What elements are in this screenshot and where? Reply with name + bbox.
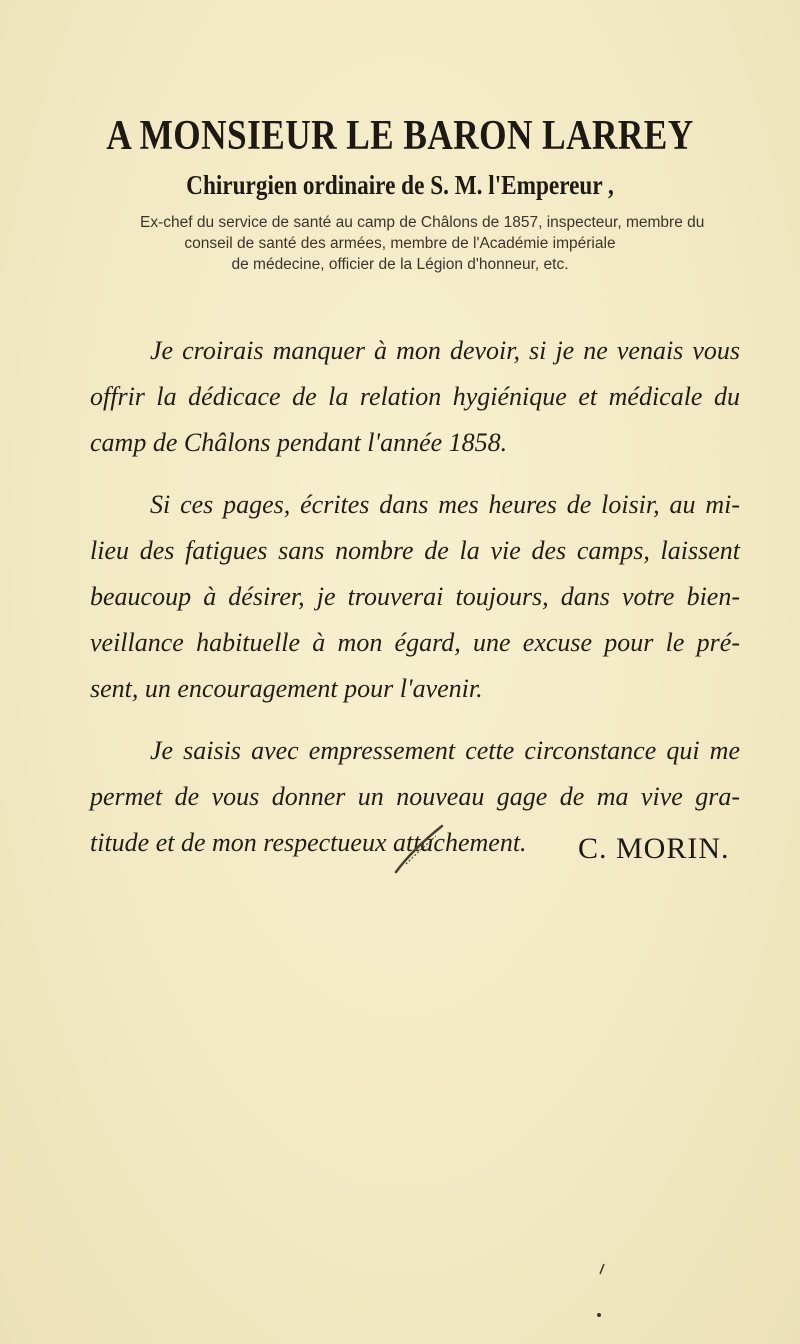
dedication-title: A MONSIEUR LE BARON LARREY	[106, 113, 694, 159]
credentials-line: de médecine, officier de la Légion d'honneur, etc.	[231, 256, 569, 273]
letter-line: lieu des fatigues sans nombre de la vie des camps, laissent	[90, 536, 740, 565]
letter-line: beaucoup à désirer, je trouverai toujours, dans votre bien-	[90, 582, 740, 611]
letter-line: camp de Châlons pendant l'année 1858.	[90, 428, 508, 457]
signature: C. MORIN.	[578, 832, 730, 865]
letter-paragraph-2	[90, 482, 740, 712]
credentials-block	[140, 212, 705, 275]
letter-line: Je croirais manquer à mon devoir, si je ne venais vous	[150, 336, 740, 365]
ink-dot-icon	[596, 1312, 602, 1318]
credentials-line: Ex-chef du service de santé au camp de Châlons de 1857, inspecteur, membre du	[140, 214, 705, 231]
letter-line: sent, un encouragement pour l'avenir.	[90, 674, 483, 703]
ink-speck-icon	[598, 1262, 606, 1276]
letter-line: Si ces pages, écrites dans mes heures de loisir, au mi-	[150, 490, 740, 519]
ink-flourish-icon	[392, 820, 448, 876]
credentials-line: conseil de santé des armées, membre de l'Académie impériale	[184, 235, 616, 252]
letter-paragraph-1	[90, 328, 740, 466]
letter-line: Je saisis avec empressement cette circonstance qui me	[150, 736, 740, 765]
dedication-subtitle: Chirurgien ordinaire de S. M. l'Empereur ,	[186, 170, 614, 200]
letter-line: veillance habituelle à mon égard, une excuse pour le pré-	[90, 628, 740, 657]
letter-line: permet de vous donner un nouveau gage de ma vive gra-	[90, 782, 740, 811]
letter-line: offrir la dédicace de la relation hygiénique et médicale du	[90, 382, 740, 411]
letter-line: titude et de mon respectueux attachement.	[90, 828, 527, 857]
